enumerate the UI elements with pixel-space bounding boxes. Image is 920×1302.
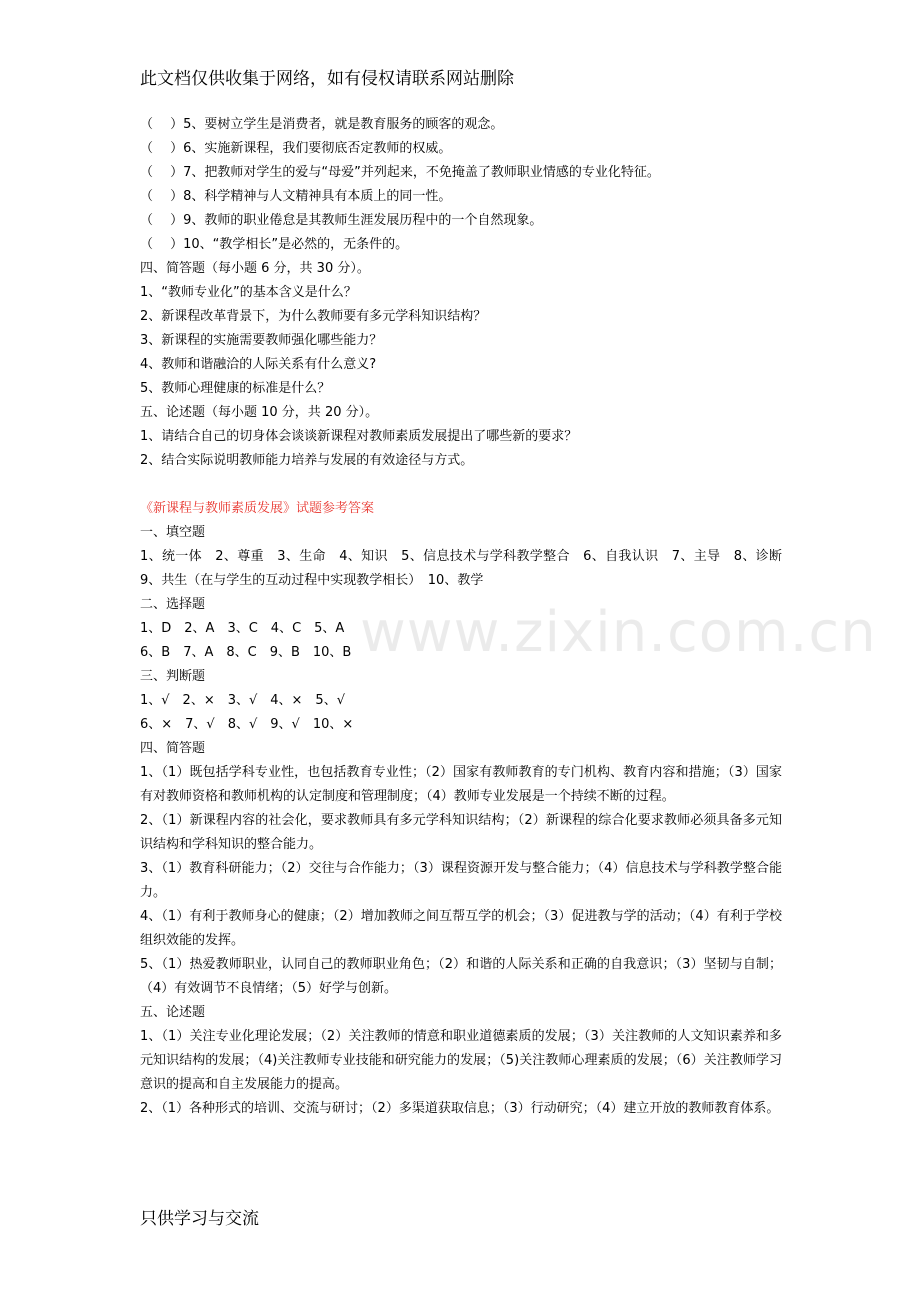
judge-item-8: （ ）8、科学精神与人文精神具有本质上的同一性。 <box>140 189 452 204</box>
answer-short-5: 5、（1）热爱教师职业，认同自己的教师职业角色；（2）和谐的人际关系和正确的自我意识；（3）坚韧与自制；（4）有效调节不良情绪；（5）好学与创新。 <box>140 957 782 996</box>
section-short-answer-title: 四、简答题（每小题 6 分，共 30 分）。 <box>140 261 370 276</box>
answer-essay-2: 2、（1）各种形式的培训、交流与研讨；（2）多渠道获取信息；（3）行动研究；（4）建立开放的教师教育体系。 <box>140 1101 780 1116</box>
answers-judge-line-2: 6、× 7、√ 8、√ 9、√ 10、× <box>140 717 354 732</box>
judge-item-6: （ ）6、实施新课程，我们要彻底否定教师的权威。 <box>140 141 452 156</box>
answer-short-4: 4、（1）有利于教师身心的健康；（2）增加教师之间互帮互学的机会；（3）促进教与学的活动；（4）有利于学校组织效能的发挥。 <box>140 909 782 948</box>
judge-item-9: （ ）9、教师的职业倦怠是其教师生涯发展历程中的一个自然现象。 <box>140 213 543 228</box>
essay-question-2: 2、结合实际说明教师能力培养与发展的有效途径与方式。 <box>140 453 474 468</box>
answer-short-2: 2、（1）新课程内容的社会化，要求教师具有多元学科知识结构；（2）新课程的综合化要求教师必须具备多元知识结构和学科知识的整合能力。 <box>140 813 782 852</box>
short-question-2: 2、新课程改革背景下，为什么教师要有多元学科知识结构？ <box>140 309 487 324</box>
page-header: 此文档仅供收集于网络，如有侵权请联系网站删除 <box>140 69 514 89</box>
answers-essay-title: 五、论述题 <box>140 1005 206 1020</box>
answer-short-3: 3、（1）教育科研能力；（2）交往与合作能力；（3）课程资源开发与整合能力；（4）信息技术与学科教学整合能力。 <box>140 861 782 900</box>
judge-item-10: （ ）10、“教学相长”是必然的，无条件的。 <box>140 237 409 252</box>
watermark: www.zixin.com.cn <box>360 600 877 665</box>
answers-short-title: 四、简答题 <box>140 741 206 756</box>
spacer <box>140 473 782 497</box>
answers-choice-title: 二、选择题 <box>140 597 206 612</box>
answers-choice-line-1: 1、D 2、A 3、C 4、C 5、A <box>140 621 345 636</box>
section-essay-title: 五、论述题（每小题 10 分，共 20 分）。 <box>140 405 379 420</box>
short-question-3: 3、新课程的实施需要教师强化哪些能力？ <box>140 333 383 348</box>
answers-judge-title: 三、判断题 <box>140 669 206 684</box>
page-footer: 只供学习与交流 <box>140 1209 259 1229</box>
answer-essay-1: 1、（1）关注专业化理论发展；（2）关注教师的情意和职业道德素质的发展；（3）关注教师的人文知识素养和多元知识结构的发展；（4)关注教师专业技能和研究能力的发展；（5)关注教师心理素质的发展；（6）关注教师学习意识的提高和自主发展能力的提高。 <box>140 1029 782 1092</box>
answers-fill-text: 1、统一体 2、尊重 3、生命 4、知识 5、信息技术与学科教学整合 6、自我认识 7、主导 8、诊断 9、共生（在与学生的互动过程中实现教学相长） 10、教学 <box>140 549 796 588</box>
answers-fill-title: 一、填空题 <box>140 525 206 540</box>
answers-choice-line-2: 6、B 7、A 8、C 9、B 10、B <box>140 645 352 660</box>
short-question-1: 1、“教师专业化”的基本含义是什么？ <box>140 285 357 300</box>
short-question-4: 4、教师和谐融洽的人际关系有什么意义? <box>140 357 377 372</box>
short-question-5: 5、教师心理健康的标准是什么？ <box>140 381 331 396</box>
answer-short-1: 1、（1）既包括学科专业性，也包括教育专业性；（2）国家有教师教育的专门机构、教育内容和措施；（3）国家有对教师资格和教师机构的认定制度和管理制度；（4）教师专业发展是一个持续不断的过程。 <box>140 765 782 804</box>
answers-title: 《新课程与教师素质发展》试题参考答案 <box>140 501 375 516</box>
judge-item-5: （ ）5、要树立学生是消费者，就是教育服务的顾客的观念。 <box>140 117 504 132</box>
judge-item-7: （ ）7、把教师对学生的爱与“母爱”并列起来，不免掩盖了教师职业情感的专业化特征。 <box>140 165 660 180</box>
essay-question-1: 1、请结合自己的切身体会谈谈新课程对教师素质发展提出了哪些新的要求？ <box>140 429 578 444</box>
answers-judge-line-1: 1、√ 2、× 3、√ 4、× 5、√ <box>140 693 345 708</box>
